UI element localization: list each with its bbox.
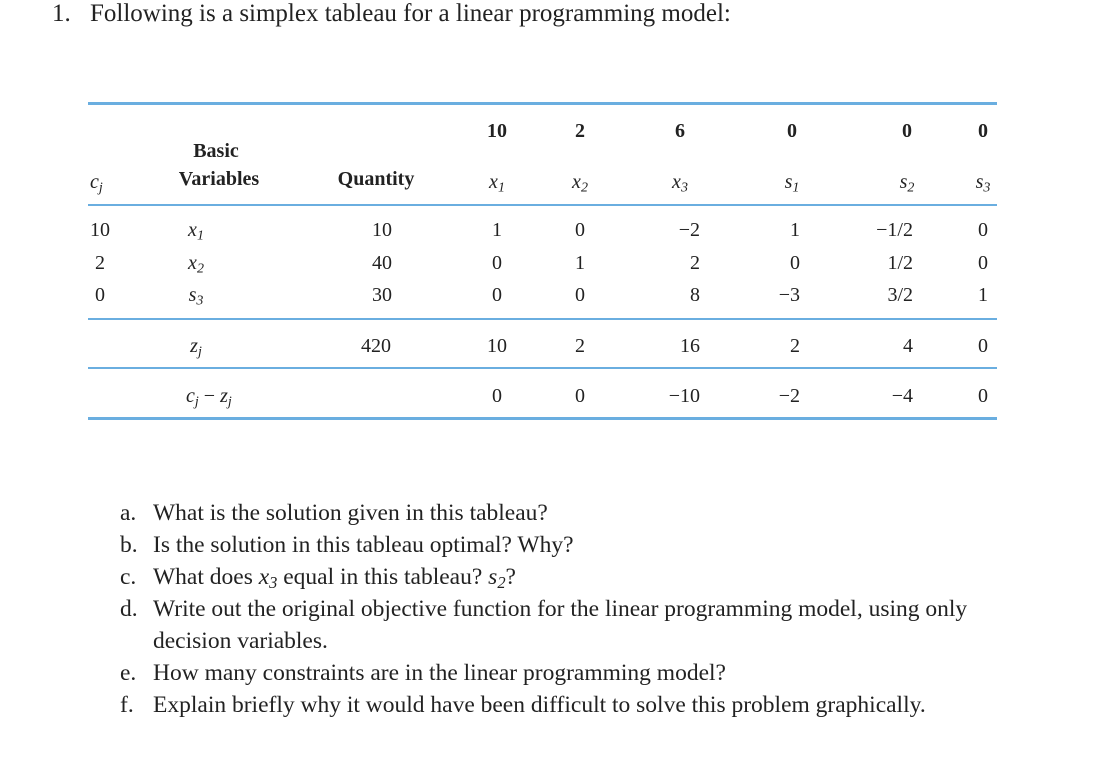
question-f: f. Explain briefly why it would have been difficult to solve this problem graphically. (120, 692, 926, 718)
cost-cell: 2 (575, 120, 585, 142)
row-basic-var: $x_1$ (188, 219, 204, 244)
cj-zj-value: −4 (891, 385, 913, 407)
var-header: $x_2$ (572, 171, 588, 196)
var-header: $s_1$ (784, 171, 800, 196)
zj-value: 2 (575, 335, 585, 357)
row-value: 0 (492, 252, 502, 274)
tableau-bottom-rule (88, 417, 997, 420)
cost-cell: 6 (675, 120, 685, 142)
row-quantity: 40 (372, 252, 392, 274)
tableau-header-rule (88, 204, 997, 206)
row-value: 1 (575, 252, 585, 274)
basic-header-line1: Basic (193, 140, 239, 162)
tableau-body-rule (88, 318, 997, 320)
tableau-top-rule (88, 102, 997, 105)
tableau-zj-rule (88, 367, 997, 369)
zj-value: 0 (978, 335, 988, 357)
question-c: c. What does $x_3$ equal in this tableau? $s_2$? (120, 564, 516, 593)
row-cj: 10 (90, 219, 110, 241)
row-value: 0 (978, 252, 988, 274)
cj-minus-zj-label: $c_j - z_j$ (186, 385, 232, 410)
cost-cell: 10 (487, 120, 507, 142)
question-d: d. Write out the original objective function for the linear programming model, using only (120, 596, 968, 622)
cj-zj-value: −2 (778, 385, 800, 407)
row-value: 3/2 (887, 284, 913, 306)
cj-zj-value: 0 (575, 385, 585, 407)
problem-statement (52, 0, 731, 28)
question-d-continued: decision variables. (153, 628, 328, 654)
cj-zj-value: −10 (668, 385, 700, 407)
zj-value: 10 (487, 335, 507, 357)
row-value: 1 (492, 219, 502, 241)
row-value: 1 (978, 284, 988, 306)
quantity-header: Quantity (337, 168, 415, 190)
cj-zj-value: 0 (492, 385, 502, 407)
row-quantity: 30 (372, 284, 392, 306)
row-value: 1 (790, 219, 800, 241)
row-basic-var: $s_3$ (188, 284, 204, 309)
row-value: 1/2 (887, 252, 913, 274)
row-value: 0 (978, 219, 988, 241)
row-value: 0 (790, 252, 800, 274)
row-value: −3 (778, 284, 800, 306)
var-header: $s_2$ (899, 171, 915, 196)
zj-value: 2 (790, 335, 800, 357)
cost-cell: 0 (787, 120, 797, 142)
zj-label: $z_j$ (190, 335, 202, 360)
cost-cell: 0 (978, 120, 988, 142)
row-value: 0 (492, 284, 502, 306)
row-value: 2 (690, 252, 700, 274)
row-value: 0 (575, 284, 585, 306)
zj-value: 16 (680, 335, 700, 357)
var-header: $x_3$ (672, 171, 688, 196)
row-value: 8 (690, 284, 700, 306)
question-a: a. What is the solution given in this tableau? (120, 500, 548, 526)
var-header: $s_3$ (975, 171, 991, 196)
row-cj: 2 (95, 252, 105, 274)
zj-quantity: 420 (361, 335, 391, 357)
problem-text: Following is a simplex tableau for a linear programming model: (90, 0, 731, 27)
row-value: 0 (575, 219, 585, 241)
question-b: b. Is the solution in this tableau optimal? Why? (120, 532, 574, 558)
question-e: e. How many constraints are in the linear programming model? (120, 660, 726, 686)
zj-value: 4 (903, 335, 913, 357)
var-header: $x_1$ (489, 171, 505, 196)
row-quantity: 10 (372, 219, 392, 241)
basic-header-line2: Variables (178, 168, 260, 190)
cj-zj-value: 0 (978, 385, 988, 407)
row-cj: 0 (95, 284, 105, 306)
row-basic-var: $x_2$ (188, 252, 204, 277)
problem-number: 1. (52, 0, 71, 27)
cost-cell: 0 (902, 120, 912, 142)
row-value: −2 (678, 219, 700, 241)
row-value: −1/2 (876, 219, 913, 241)
cj-header: $c_j$ (90, 171, 103, 196)
